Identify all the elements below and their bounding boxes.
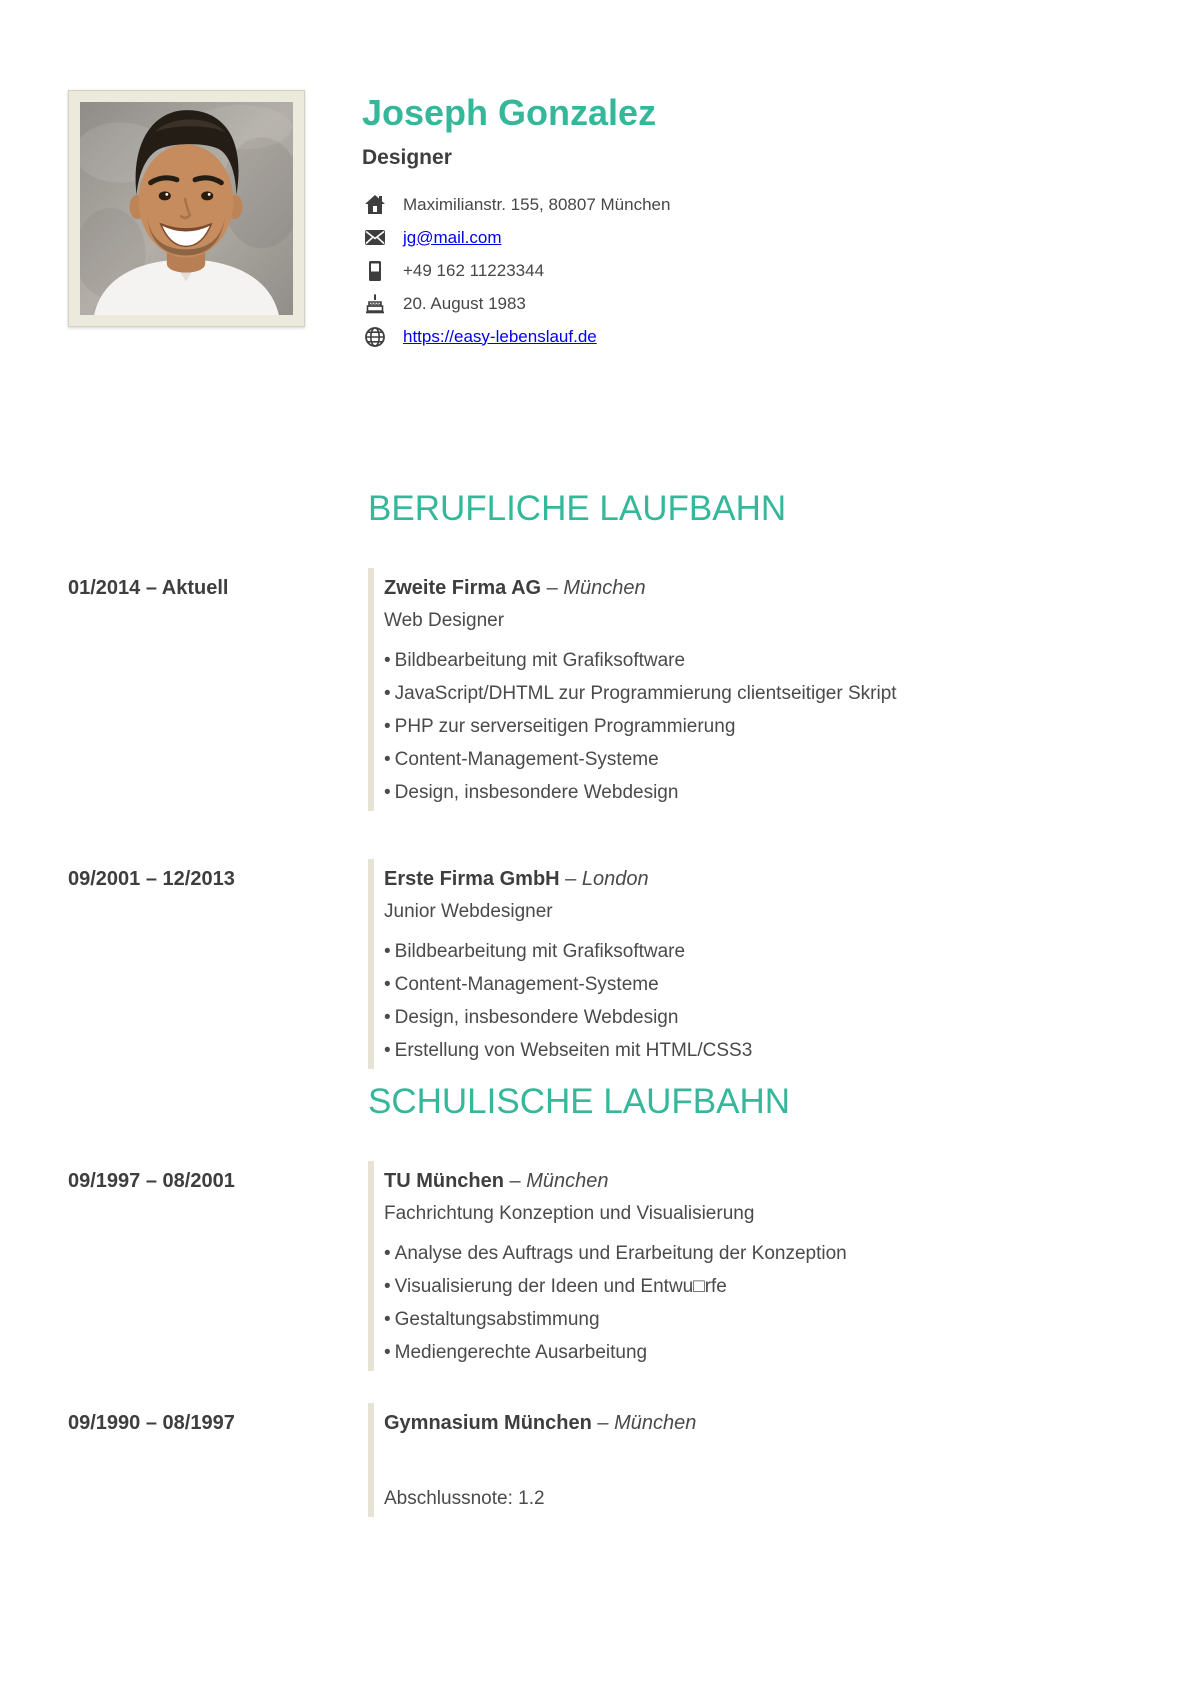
bullet-item (384, 783, 1126, 803)
entry-role: Junior Webdesigner (384, 901, 553, 922)
bullet-item (384, 1310, 1126, 1330)
bullet-marker: • (384, 1342, 391, 1363)
bullet-item (384, 1277, 1126, 1297)
entry-bullets (384, 1244, 1126, 1363)
entry-separator: – (591, 1412, 615, 1434)
bullet-text: Bildbearbeitung mit Grafiksoftware (394, 650, 686, 671)
bullet-marker: • (384, 782, 391, 803)
bullet-text: Analyse des Auftrags und Erarbeitung der Konzeption (394, 1243, 847, 1264)
person-name: Joseph Gonzalez (362, 92, 657, 133)
website-text (403, 327, 597, 347)
entry (68, 568, 1126, 811)
person-job-title: Designer (362, 146, 452, 169)
contact-row-email (362, 221, 670, 254)
bullet-text: Content-Management-Systeme (394, 974, 659, 995)
sections (68, 491, 1126, 1517)
entry-location: München (614, 1412, 697, 1434)
entry-role: Web Designer (384, 610, 505, 631)
bullet-text: Content-Management-Systeme (394, 749, 659, 770)
header (68, 90, 1126, 353)
phone-text: +49 162 11223344 (403, 260, 545, 280)
contact-row-phone (362, 254, 670, 287)
bullet-text: Visualisierung der Ideen und Entwu□rfe (394, 1276, 727, 1297)
bullet-marker: • (384, 1243, 391, 1264)
mobile-phone-icon (365, 261, 385, 281)
entry-role: Fachrichtung Konzeption und Visualisierung (384, 1203, 755, 1224)
entry-org: Zweite Firma AG (384, 577, 542, 599)
entry-titleline (384, 869, 1126, 889)
contact-row-birthdate (362, 287, 670, 320)
entry-location: London (581, 868, 649, 890)
bullet-text: Design, insbesondere Webdesign (394, 782, 679, 803)
bullet-text: PHP zur serverseitigen Programmierung (394, 716, 736, 737)
entry-list (68, 568, 1126, 1069)
bullet-item (384, 684, 1126, 704)
entry-separator: – (504, 1170, 527, 1192)
entry-note: Abschlussnote: 1.2 (384, 1488, 545, 1509)
entry-org: Gymnasium München (384, 1412, 592, 1434)
entry-dates: 09/2001 – 12/2013 (68, 868, 235, 890)
bullet-item (384, 651, 1126, 671)
bullet-item (384, 750, 1126, 770)
bullet-marker: • (384, 1040, 391, 1061)
entry-dates: 01/2014 – Aktuell (68, 577, 229, 599)
entry-bullets (384, 651, 1126, 803)
profile-photo (80, 102, 293, 315)
profile-photo-frame (68, 90, 305, 327)
bullet-text: Erstellung von Webseiten mit HTML/CSS3 (394, 1040, 753, 1061)
entry-dates: 09/1997 – 08/2001 (68, 1170, 235, 1192)
mail-icon (365, 228, 385, 248)
bullet-item (384, 1008, 1126, 1028)
bullet-item (384, 717, 1126, 737)
entry-location: München (563, 577, 646, 599)
entry (68, 1161, 1126, 1371)
bullet-marker: • (384, 1007, 391, 1028)
entry-separator: – (541, 577, 564, 599)
entry-list (68, 1161, 1126, 1517)
bullet-text: Design, insbesondere Webdesign (394, 1007, 679, 1028)
entry-org: Erste Firma GmbH (384, 868, 560, 890)
birthday-cake-icon (365, 294, 385, 314)
entry-titleline (384, 1413, 1126, 1433)
contact-row-address (362, 188, 670, 221)
email-link[interactable]: jg@mail.com (403, 227, 502, 247)
entry-location: München (526, 1170, 609, 1192)
header-text (362, 90, 670, 353)
bullet-item (384, 1343, 1126, 1363)
section (68, 1084, 1126, 1517)
bullet-marker: • (384, 650, 391, 671)
entry-titleline (384, 578, 1126, 598)
entry-dates: 09/1990 – 08/1997 (68, 1412, 235, 1434)
entry (68, 1403, 1126, 1517)
entry-titleline (384, 1171, 1126, 1191)
bullet-item (384, 1244, 1126, 1264)
bullet-text: JavaScript/DHTML zur Programmierung clientseitiger Skript (394, 683, 897, 704)
bullet-marker: • (384, 1309, 391, 1330)
bullet-item (384, 975, 1126, 995)
entry-body (368, 568, 1126, 811)
website-link[interactable]: https://easy-lebenslauf.de (403, 326, 597, 346)
portrait-illustration (80, 102, 293, 315)
entry-org: TU München (384, 1170, 504, 1192)
bullet-marker: • (384, 683, 391, 704)
section-heading: BERUFLICHE LAUFBAHN (368, 489, 787, 528)
contact-list (362, 188, 670, 353)
entry (68, 859, 1126, 1069)
bullet-marker: • (384, 749, 391, 770)
birthdate-text: 20. August 1983 (403, 293, 526, 313)
email-text (403, 228, 502, 248)
bullet-item (384, 942, 1126, 962)
entry-separator: – (559, 868, 582, 890)
entry-body (368, 859, 1126, 1069)
bullet-text: Gestaltungsabstimmung (394, 1309, 600, 1330)
address-text: Maximilianstr. 155, 80807 München (403, 194, 671, 214)
entry-bullets (384, 942, 1126, 1061)
bullet-text: Mediengerechte Ausarbeitung (394, 1342, 648, 1363)
bullet-marker: • (384, 1276, 391, 1297)
home-icon (365, 195, 385, 215)
bullet-marker: • (384, 974, 391, 995)
bullet-item (384, 1041, 1126, 1061)
section (68, 491, 1126, 1069)
entry-body (368, 1161, 1126, 1371)
section-heading: SCHULISCHE LAUFBAHN (368, 1082, 791, 1121)
bullet-text: Bildbearbeitung mit Grafiksoftware (394, 941, 686, 962)
bullet-marker: • (384, 716, 391, 737)
entry-body (368, 1403, 1126, 1517)
contact-row-website (362, 320, 670, 353)
globe-icon (365, 327, 385, 347)
bullet-marker: • (384, 941, 391, 962)
